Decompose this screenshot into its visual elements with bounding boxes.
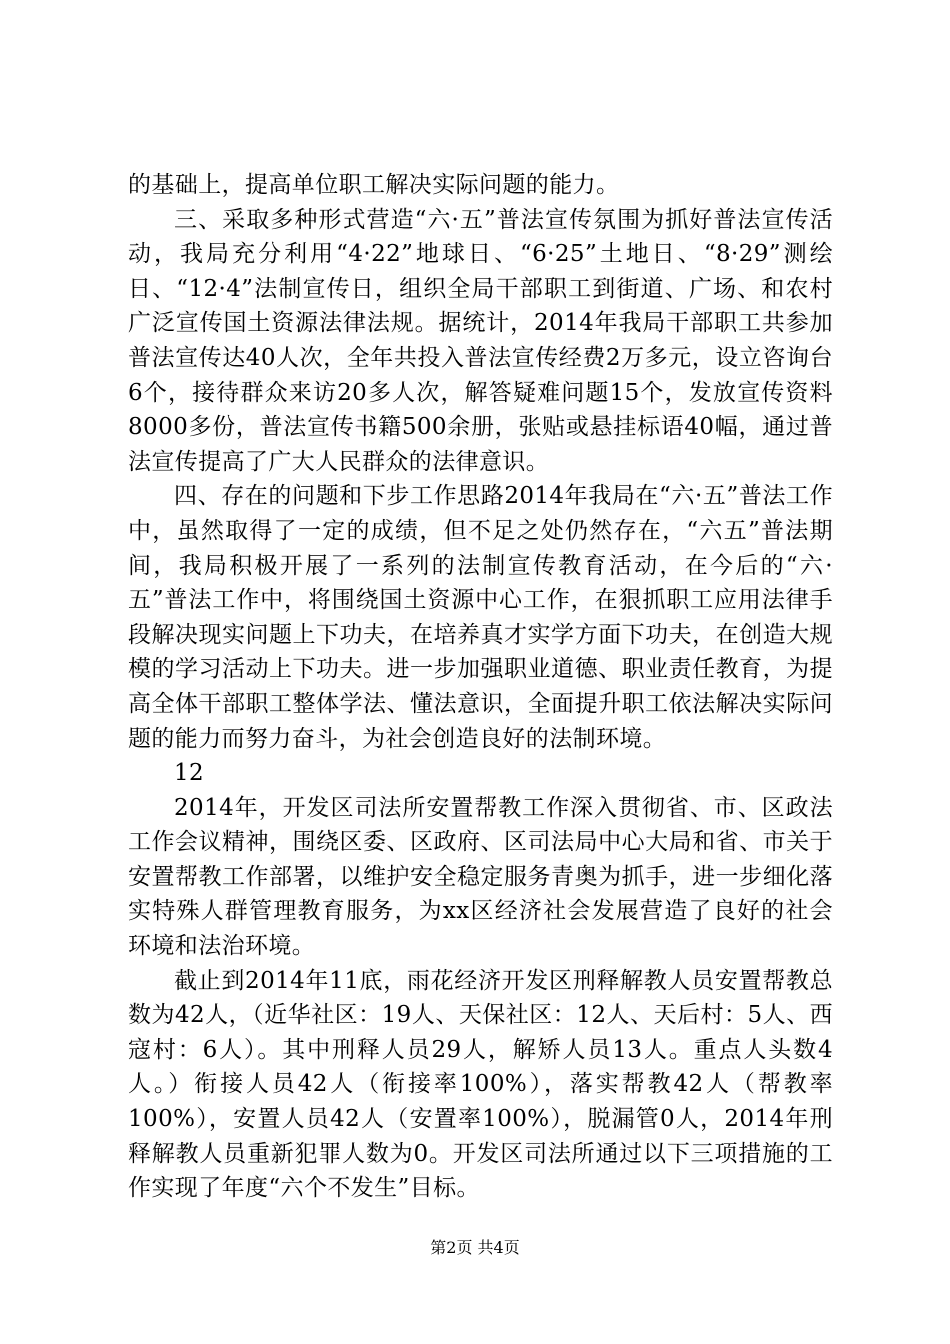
paragraph-resettlement-stats: 截止到2014年11底，雨花经济开发区刑释解教人员安置帮教总数为42人，（近华社区：19人、天保社区：12人、天后村：5人、西寇村：6人）。其中刑释人员29人，解矫人员13人。重点人头数4人。）衔接人员42人（衔接率100%），落实帮教42人（帮教率100%），安置人员42人（安置率100%），脱漏管0人，2014年刑释解教人员重新犯罪人数为0。开发区司法所通过以下三项措施的工作实现了年度“六个不发生”目标。	[128, 967, 833, 1202]
paragraph-number: 12	[174, 760, 205, 787]
document-body	[128, 168, 833, 1206]
paragraph-resettlement-intro: 2014年，开发区司法所安置帮教工作深入贯彻省、市、区政法工作会议精神，围绕区委、区政府、区司法局中心大局和省、市关于安置帮教工作部署，以维护安全稳定服务青奥为抓手，进一步细化落实特殊人群管理教育服务，为xx区经济社会发展营造了良好的社会环境和法治环境。	[128, 794, 833, 960]
paragraph-continuation: 的基础上，提高单位职工解决实际问题的能力。	[128, 172, 620, 198]
paragraph-section-three: 三、采取多种形式营造“六·五”普法宣传氛围为抓好普法宣传活动，我局充分利用“4·22”地球日、“6·25”土地日、“8·29”测绘日、“12·4”法制宣传日，组织全局干部职工到街道、广场、和农村广泛宣传国土资源法律法规。据统计，2014年我局干部职工共参加普法宣传达40人次，全年共投入普法宣传经费2万多元，设立咨询台6个，接待群众来访20多人次，解答疑难问题15个，发放宣传资料8000多份，普法宣传书籍500余册，张贴或悬挂标语40幅，通过普法宣传提高了广大人民群众的法律意识。	[128, 206, 833, 475]
page-indicator: 第2页 共4页	[430, 1238, 520, 1257]
paragraph-section-four: 四、存在的问题和下步工作思路2014年我局在“六·五”普法工作中，虽然取得了一定的成绩，但不足之处仍然存在，“六五”普法期间，我局积极开展了一系列的法制宣传教育活动，在今后的“六·五”普法工作中，将围绕国土资源中心工作，在狠抓职工应用法律手段解决现实问题上下功夫，在培养真才实学方面下功夫，在创造大规模的学习活动上下功夫。进一步加强职业道德、职业责任教育，为提高全体干部职工整体学法、懂法意识，全面提升职工依法解决实际问题的能力而努力奋斗，为社会创造良好的法制环境。	[128, 483, 833, 752]
